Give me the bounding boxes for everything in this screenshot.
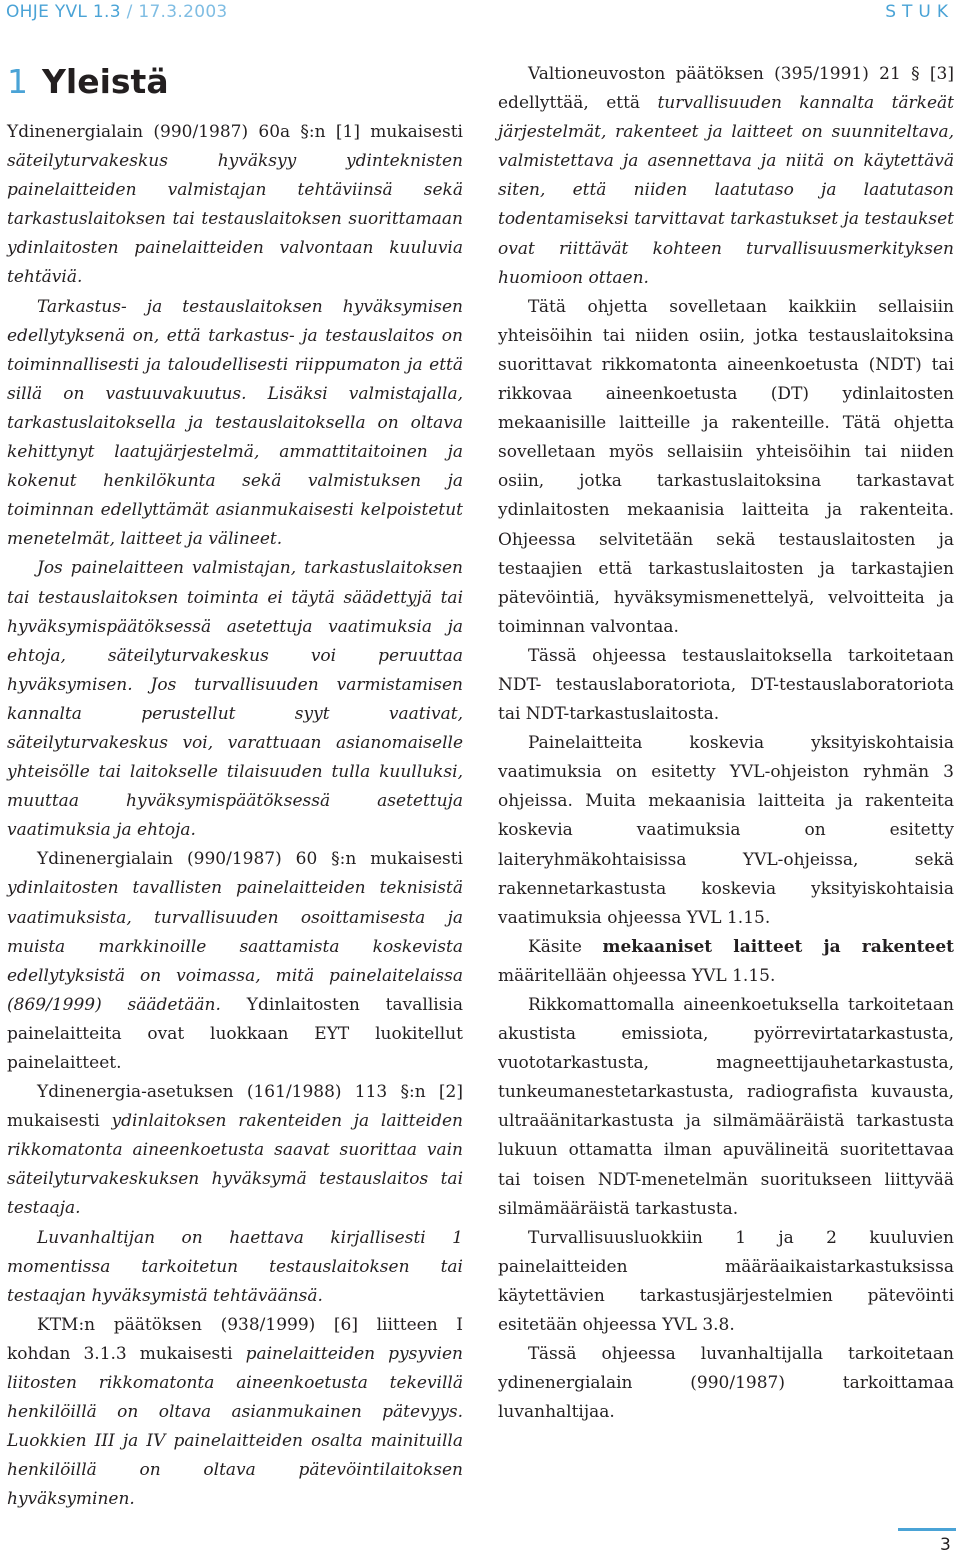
footer-rule xyxy=(898,1528,956,1531)
section-title: Yleistä xyxy=(42,62,169,101)
paragraph: Ydinenergialain (990/1987) 60a §:n [1] mukaisesti säteilyturvakeskus hyväksyy ydinteknisten painelaitteiden valmistajan tehtäviinsä sekä tarkastuslaitoksen tai testauslaitoksen suorittamaan ydinlaitosten painelaitteiden valvontaan kuuluvia tehtäviä. xyxy=(7,122,463,288)
paragraph: Tässä ohjeessa luvanhaltijalla tarkoitetaan ydinenergialain (990/1987) tarkoittamaa luvanhaltijaa. xyxy=(498,1344,954,1423)
paragraph: Tässä ohjeessa testauslaitoksella tarkoitetaan NDT- testauslaboratoriota, DT-testauslaboratoriota tai NDT-tarkastuslaitosta. xyxy=(498,645,954,725)
publisher-name: STUK xyxy=(885,2,954,22)
paragraph: Ydinenergia-asetuksen (161/1988) 113 §:n [2] mukaisesti ydinlaitoksen rakenteiden ja laitteiden rikkomatonta aineenkoetusta saavat suorittaa vain säteilyturvakeskuksen hyväksymä testauslaitos tai testaaja. xyxy=(7,1082,463,1219)
paragraph: Turvallisuusluokkiin 1 ja 2 kuuluvien painelaitteiden määräaikaistarkastuksissa käytettävien tarkastusjärjestelmien pätevöinti esitetään ohjeessa YVL 3.8. xyxy=(498,1227,954,1336)
paragraph: Luvanhaltijan on haettava kirjallisesti 1 momentissa tarkoitetun testauslaitoksen tai testaajan hyväksymistä tehtäväänsä. xyxy=(7,1227,463,1306)
paragraph: Jos painelaitteen valmistajan, tarkastuslaitoksen tai testauslaitoksen toiminta ei täytä säädettyjä tai hyväksymispäätöksessä asetettuja vaatimuksia ja ehtoja, säteilyturvakeskus voi peruuttaa hyväksymisen. Jos turvallisuuden varmistamisen kannalta perustellut syyt vaativat, säteilyturvakeskus voi, varattuaan asianomaiselle yhteisölle tai laitokselle tilaisuuden tulla kuulluksi, muuttaa hyväksymispäätöksessä asetettuja vaatimuksia ja ehtoja. xyxy=(7,558,463,841)
right-column xyxy=(498,60,954,1427)
paragraph: Ydinenergialain (990/1987) 60 §:n mukaisesti ydinlaitosten tavallisten painelaitteiden teknisistä vaatimuksista, turvallisuuden osoittamisesta ja muista markkinoille saattamista koskevista edellytyksistä on voimassa, mitä painelaitelaissa (869/1999) säädetään. Ydinlaitosten tavallisia painelaitteita ovat luokkaan EYT luokitellut painelaitteet. xyxy=(7,849,463,1073)
paragraph: Tätä ohjetta sovelletaan kaikkiin sellaisiin yhteisöihin tai niiden osiin, jotka testauslaitoksina suorittavat rikkomatonta aineenkoetusta (NDT) tai rikkovaa aineenkoetusta (DT) ydinlaitosten mekaanisille laitteille ja rakenteille. Tätä ohjetta sovelletaan myös sellaisiin yhteisöihin tai niiden osiin, jotka tarkastuslaitoksina tarkastavat ydinlaitosten mekaanisia laitteita ja rakenteita. Ohjeessa selvitetään sekä testauslaitosten ja testaajien että tarkastuslaitosten ja tarkastajien pätevöintiä, hyväksymismenettelyä, velvoitteita ja toiminnan valvontaa. xyxy=(498,296,954,637)
header-separator: / xyxy=(126,2,133,22)
paragraph: KTM:n päätöksen (938/1999) [6] liitteen I kohdan 3.1.3 mukaisesti painelaitteiden pysyvien liitosten rikkomatonta aineenkoetusta tekevillä henkilöillä on oltava asianmukainen pätevyys. Luokkien III ja IV painelaitteiden osalta mainituilla henkilöillä on oltava pätevöintilaitoksen hyväksyminen. xyxy=(7,1314,463,1510)
paragraph: Käsite mekaaniset laitteet ja rakenteet määritellään ohjeessa YVL 1.15. xyxy=(498,936,954,986)
doc-date: 17.3.2003 xyxy=(138,2,228,22)
paragraph: Tarkastus- ja testauslaitoksen hyväksymisen edellytyksenä on, että tarkastus- ja testauslaitos on toiminnallisesti ja taloudellisesti riippumaton ja että sillä on vastuuvakuutus. Lisäksi valmistajalla, tarkastuslaitoksella ja testauslaitoksella on oltava kehittynyt laatujärjestelmä, ammattitaitoinen ja kokenut henkilökunta sekä valmistuksen ja toiminnan edellyttämät asianmukaisesti kelpoistetut menetelmät, laitteet ja välineet. xyxy=(7,296,463,550)
page-number: 3 xyxy=(940,1535,951,1555)
paragraph: Painelaitteita koskevia yksityiskohtaisia vaatimuksia on esitetty YVL-ohjeiston ryhmän 3 ohjeissa. Muita mekaanisia laitteita ja rakenteita koskevia vaatimuksia on esitetty laiteryhmäkohtaisissa YVL-ohjeissa, sekä rakennetarkastusta koskevia yksityiskohtaisia vaatimuksia ohjeessa YVL 1.15. xyxy=(498,733,954,928)
paragraph: Rikkomattomalla aineenkoetuksella tarkoitetaan akustista emissiota, pyörrevirtatarkastusta, vuototarkastusta, magneettijauhetarkastusta, tunkeumanestetarkastusta, radiografista kuvausta, ultraäänitarkastusta ja silmämääräistä tarkastusta lukuun ottamatta ilman apuvälineitä suoritettavaa tai toisen NDT-menetelmän suoritukseen liittyvää silmämääräistä tarkastusta. xyxy=(498,995,954,1219)
header-document-id xyxy=(6,0,228,24)
left-column xyxy=(7,60,463,1515)
page-header xyxy=(0,0,960,30)
paragraph: Valtioneuvoston päätöksen (395/1991) 21 § [3] edellyttää, että turvallisuuden kannalta tärkeät järjestelmät, rakenteet ja laitteet on suunniteltava, valmistettava ja asennettava ja niitä on käytettävä siten, että niiden laatutaso ja laatutason todentamiseksi tarvittavat tarkastukset ja testaukset ovat riittävät kohteen turvallisuusmerkityksen huomioon ottaen. xyxy=(498,64,954,288)
section-heading xyxy=(7,60,463,104)
section-number: 1 xyxy=(7,62,28,101)
doc-code: OHJE YVL 1.3 xyxy=(6,2,121,22)
